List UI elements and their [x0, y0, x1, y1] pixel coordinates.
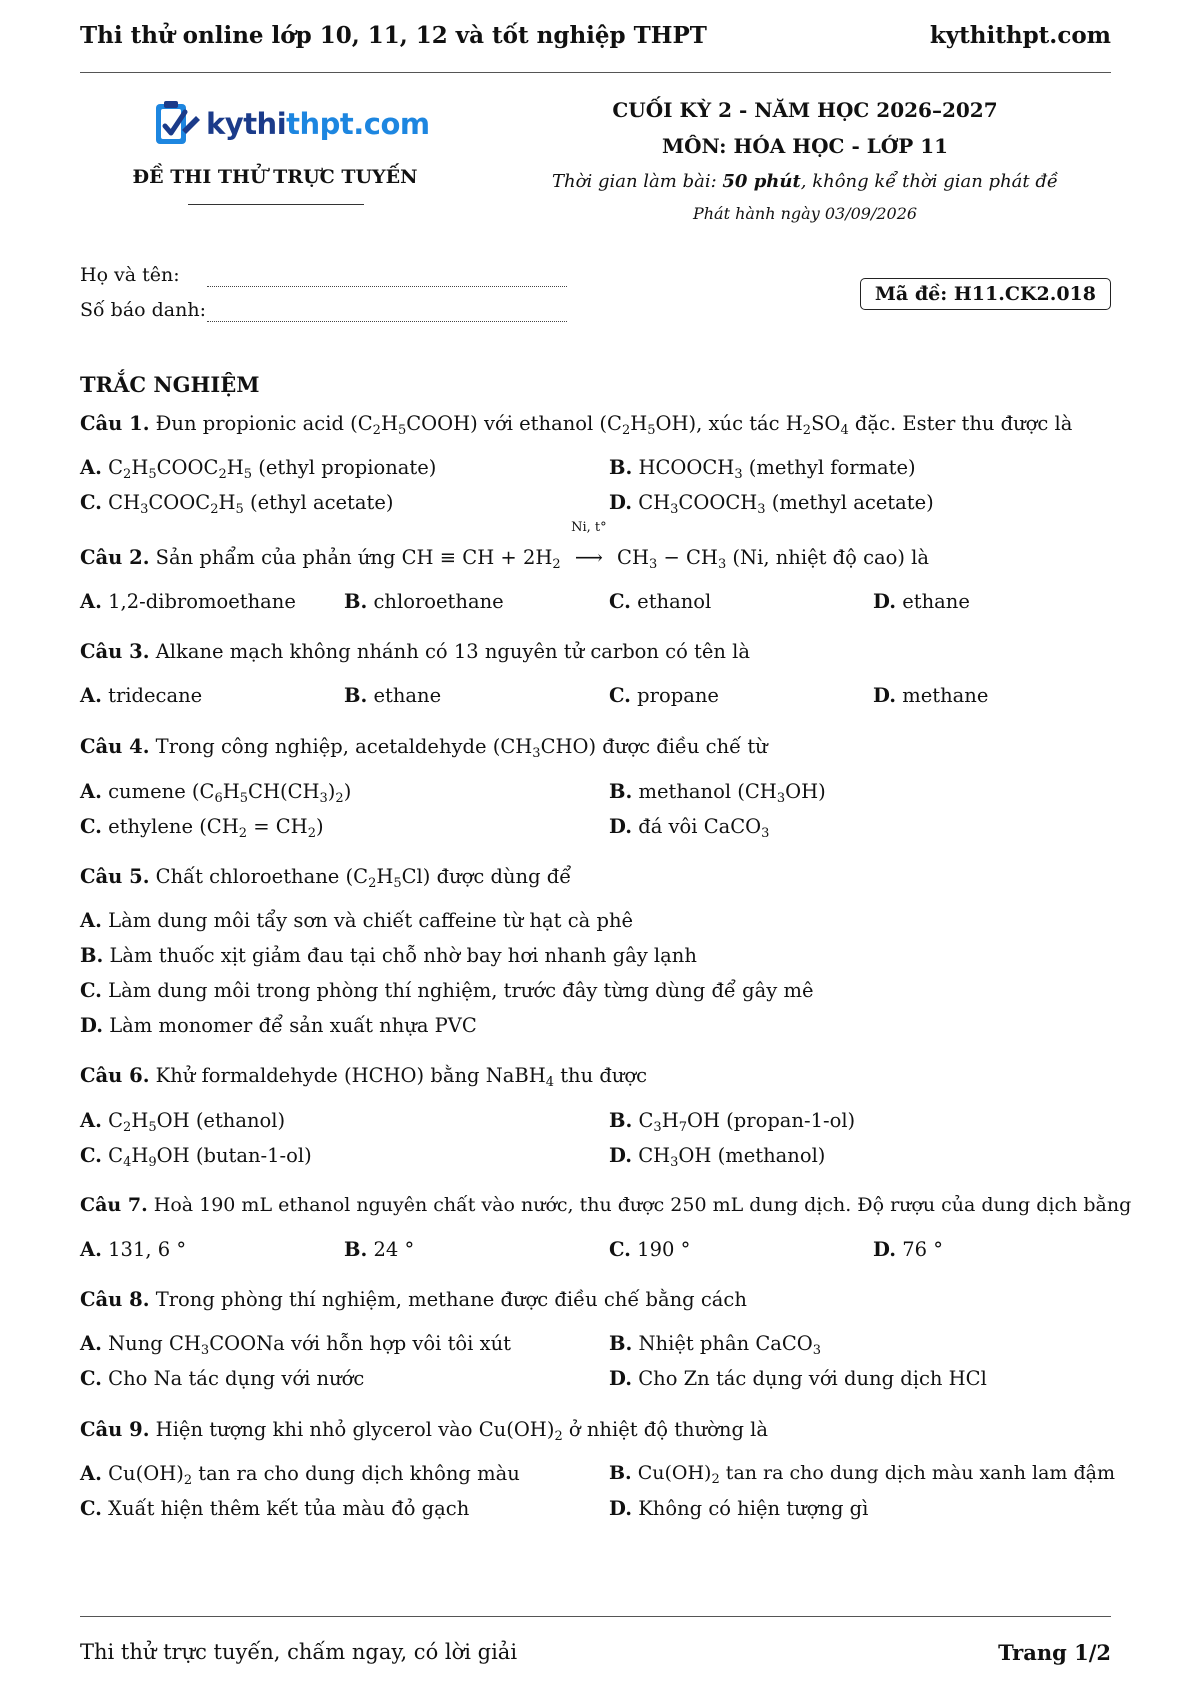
q5-option-b[interactable]: B. Làm thuốc xịt giảm đau tại chỗ nhờ bay hơi nhanh gây lạnh: [80, 944, 697, 967]
question-1: Câu 1. Đun propionic acid $(C_2H_5COOH)$ với ethanol $(C_2H_5OH)$, xúc tác $H_2SO_4$ đặc. Ester thu được là: [80, 412, 1073, 438]
q3-option-a[interactable]: A. tridecane: [80, 684, 203, 707]
q3-option-c[interactable]: C. propane: [609, 684, 719, 707]
q6-option-d[interactable]: D. $CH_3OH$ (methanol): [609, 1144, 826, 1170]
page-header: [80, 22, 1111, 54]
q5-option-c[interactable]: C. Làm dung môi trong phòng thí nghiệm, trước đây từng dùng để gây mê: [80, 979, 814, 1002]
header-rule: [80, 72, 1111, 73]
logo-icon: [152, 98, 202, 150]
q8-option-a[interactable]: A. Nung $CH_3COONa$ với hỗn hợp vôi tôi xút: [80, 1332, 511, 1358]
id-field-label: Số báo danh:: [80, 299, 207, 321]
q3-option-b[interactable]: B. ethane: [344, 684, 442, 707]
q9-option-b[interactable]: B. $Cu(OH)_2$ tan ra cho dung dịch màu xanh lam đậm: [609, 1462, 1115, 1487]
exam-subject: MÔN: HÓA HỌC - LỚP 11: [661, 134, 949, 158]
exam-subtitle: ĐỀ THI THỬ TRỰC TUYẾN: [132, 166, 418, 188]
q4-option-a[interactable]: A. cumene $(C_6H_5CH(CH_3)_2)$: [80, 780, 352, 806]
q1-option-b[interactable]: B. $HCOOCH_3$ (methyl formate): [609, 456, 916, 482]
q4-option-c[interactable]: C. ethylene $(CH_2 = CH_2)$: [80, 815, 324, 841]
reaction-arrow: Ni, t° ⟶: [571, 520, 607, 569]
footer-left: Thi thử trực tuyến, chấm ngay, có lời giải: [80, 1640, 518, 1664]
name-field-line: [207, 268, 567, 287]
q7-option-d[interactable]: D. 76 °: [873, 1238, 943, 1261]
header-right: kythithpt.com: [929, 22, 1111, 49]
q9-option-d[interactable]: D. Không có hiện tượng gì: [609, 1497, 869, 1520]
logo-text: kythithpt.com: [206, 107, 430, 141]
q4-option-d[interactable]: D. đá vôi CaCO$_3$: [609, 815, 770, 841]
question-8: Câu 8. Trong phòng thí nghiệm, methane được điều chế bằng cách: [80, 1288, 747, 1311]
question-3: Câu 3. Alkane mạch không nhánh có 13 nguyên tử carbon có tên là: [80, 640, 751, 663]
header-left: Thi thử online lớp 10, 11, 12 và tốt nghiệp THPT: [80, 22, 707, 49]
q7-option-c[interactable]: C. 190 °: [609, 1238, 691, 1261]
q2-option-c[interactable]: C. ethanol: [609, 590, 712, 613]
question-4: Câu 4. Trong công nghiệp, acetaldehyde $(CH_3CHO)$ được điều chế từ: [80, 735, 768, 761]
q7-option-b[interactable]: B. 24 °: [344, 1238, 415, 1261]
id-field-line: [207, 303, 567, 322]
q2-option-d[interactable]: D. ethane: [873, 590, 970, 613]
q1-option-a[interactable]: A. $C_2H_5COOC_2H_5$ (ethyl propionate): [80, 456, 437, 482]
q3-option-d[interactable]: D. methane: [873, 684, 989, 707]
exam-time: Thời gian làm bài: 50 phút, không kể thời gian phát đề: [552, 171, 1058, 192]
q4-option-b[interactable]: B. methanol $(CH_3OH)$: [609, 780, 826, 806]
section-title: TRẮC NGHIỆM: [80, 372, 260, 397]
q6-option-b[interactable]: B. $C_3H_7OH$ (propan-1-ol): [609, 1109, 856, 1135]
q8-option-b[interactable]: B. Nhiệt phân CaCO$_3$: [609, 1332, 822, 1358]
question-6: Câu 6. Khử formaldehyde (HCHO) bằng NaBH$_4$ thu được: [80, 1064, 648, 1090]
q8-option-d[interactable]: D. Cho Zn tác dụng với dung dịch HCl: [609, 1367, 987, 1390]
subtitle-underline: [188, 204, 364, 205]
question-7: Câu 7. Hoà 190 mL ethanol nguyên chất vào nước, thu được 250 mL dung dịch. Độ rượu của dung dịch bằng: [80, 1194, 1132, 1216]
logo: [152, 98, 430, 150]
q2-option-b[interactable]: B. chloroethane: [344, 590, 504, 613]
footer-rule: [80, 1616, 1111, 1617]
question-5: Câu 5. Chất chloroethane $(C_2H_5Cl)$ được dùng để: [80, 865, 572, 891]
q8-option-c[interactable]: C. Cho Na tác dụng với nước: [80, 1367, 365, 1390]
exam-title: CUỐI KỲ 2 - NĂM HỌC 2026–2027: [612, 98, 998, 122]
q6-option-a[interactable]: A. $C_2H_5OH$ (ethanol): [80, 1109, 286, 1135]
name-field-label: Họ và tên:: [80, 264, 180, 286]
q5-option-d[interactable]: D. Làm monomer để sản xuất nhựa PVC: [80, 1014, 477, 1037]
q5-option-a[interactable]: A. Làm dung môi tẩy sơn và chiết caffeine từ hạt cà phê: [80, 909, 634, 932]
exam-code-box: Mã đề: H11.CK2.018: [860, 278, 1111, 310]
q9-option-c[interactable]: C. Xuất hiện thêm kết tủa màu đỏ gạch: [80, 1497, 470, 1520]
exam-release-date: Phát hành ngày 03/09/2026: [692, 204, 918, 223]
page-number: Trang 1/2: [998, 1640, 1111, 1665]
question-9: Câu 9. Hiện tượng khi nhỏ glycerol vào $Cu(OH)_2$ ở nhiệt độ thường là: [80, 1418, 769, 1444]
q2-option-a[interactable]: A. 1,2-dibromoethane: [80, 590, 296, 613]
q1-option-d[interactable]: D. $CH_3COOCH_3$ (methyl acetate): [609, 491, 934, 517]
q9-option-a[interactable]: A. $Cu(OH)_2$ tan ra cho dung dịch không màu: [80, 1462, 520, 1488]
q6-option-c[interactable]: C. $C_4H_9OH$ (butan-1-ol): [80, 1144, 312, 1170]
q7-option-a[interactable]: A. 131, 6 °: [80, 1238, 187, 1261]
q1-option-c[interactable]: C. $CH_3COOC_2H_5$ (ethyl acetate): [80, 491, 394, 517]
question-2: Câu 2. Sản phẩm của phản ứng CH ≡ CH + $2H_2$ Ni, t° ⟶ $CH_3 - CH_3$ (Ni, nhiệt độ cao) là: [80, 520, 930, 572]
